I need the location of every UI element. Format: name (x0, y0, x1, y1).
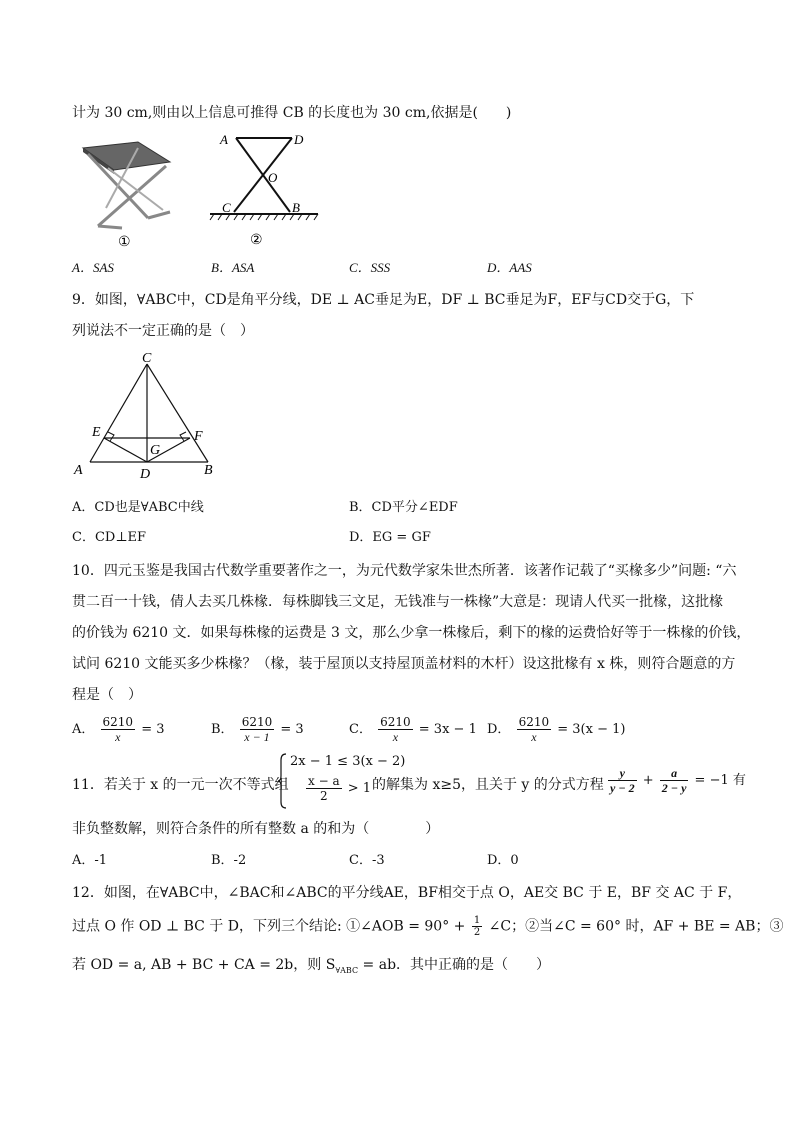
fig2-point-c: C (222, 200, 231, 215)
q12-area-subscript: ∀ABC (335, 965, 359, 975)
q10-option-d-den: x (531, 730, 537, 744)
q9-option-c[interactable]: C．CD⊥EF (72, 530, 147, 545)
folding-stool-figure (78, 138, 178, 248)
q11-frac-2-num: a (660, 766, 689, 781)
q10-option-b[interactable] (211, 715, 304, 744)
q10-option-a-rhs: = 3 (141, 722, 165, 737)
fig2-point-b: B (292, 200, 300, 215)
fig2-point-d: D (294, 132, 304, 147)
q12-line-2 (72, 915, 783, 938)
q10-option-c-den: x (392, 730, 399, 744)
q11-frac-1-num: y (608, 766, 637, 781)
q8-option-d[interactable]: D．AAS (487, 260, 532, 275)
q9-point-b: B (204, 463, 213, 478)
q11-prefix: 11．若关于 x 的一元一次不等式组 (72, 777, 289, 793)
q10-line-1: 10．四元玉鉴是我国古代数学重要著作之一，为元代数学家朱世杰所著．该著作记载了“买椽多少”问题: “六 (72, 563, 737, 579)
fig2-point-a: A (220, 132, 228, 147)
q10-option-b-prefix: B． (211, 722, 234, 737)
q9-point-f: F (194, 429, 203, 444)
q11-option-a[interactable]: A．-1 (72, 853, 108, 868)
q12-line-3-a: 若 OD = a, AB + BC + CA = 2b，则 S (72, 957, 336, 973)
q10-option-d-rhs: = 3(x − 1) (557, 722, 626, 737)
q11-brace (278, 752, 288, 810)
q10-option-b-num: 6210 (241, 715, 273, 729)
q9-option-b[interactable]: B．CD平分∠EDF (349, 500, 458, 515)
q10-option-a[interactable] (72, 715, 165, 744)
q9-point-c: C (142, 351, 152, 366)
q9-point-a: A (74, 463, 83, 478)
q10-line-4: 试问 6210 文能买多少株椽？（椽，装于屋顶以支持屋顶盖材料的木杆）设这批椽有 x 株，则符合题意的方 (72, 656, 736, 672)
q11-ineq-2-rhs: > 1 (347, 781, 372, 796)
q11-ineq-2-num: x − a (308, 774, 340, 788)
triangle-abc-figure (72, 350, 222, 482)
q10-option-d[interactable] (487, 715, 625, 744)
q11-ineq-2 (304, 774, 371, 803)
q11-ineq-1: 2x − 1 ≤ 3(x − 2) (290, 754, 406, 769)
q10-option-b-rhs: = 3 (280, 722, 304, 737)
fig1-label: ① (118, 235, 131, 248)
q10-option-a-prefix: A． (72, 722, 95, 737)
crossing-lines-figure (206, 128, 326, 250)
q9-option-d[interactable]: D．EG = GF (349, 530, 431, 545)
q11-option-b[interactable]: B．-2 (211, 853, 247, 868)
q11-middle: 的解集为 x≥5，且关于 y 的分式方程 (372, 777, 604, 793)
q10-line-5: 程是（ ） (72, 687, 142, 703)
q12-line-2-b: ∠C；②当∠C = 60° 时，AF + BE = AB；③ (488, 918, 784, 935)
q10-option-a-num: 6210 (102, 715, 134, 729)
q10-option-a-den: x (115, 730, 121, 744)
q8-stem: 计为 30 cm,则由以上信息可推得 CB 的长度也为 30 cm,依据是( ) (72, 105, 512, 121)
q10-line-2: 贯二百一十钱，倩人去买几株椽．每株脚钱三文足，无钱准与一株椽”大意是：现请人代买一批椽，这批椽 (72, 594, 724, 610)
q10-option-c-prefix: C． (349, 722, 372, 737)
q8-option-b[interactable]: B．ASA (211, 260, 255, 275)
fig2-point-o: O (268, 170, 278, 185)
q11-option-c[interactable]: C．-3 (349, 853, 385, 868)
q10-line-3: 的价钱为 6210 文．如果每株椽的运费是 3 文，那么少拿一株椽后，剩下的椽的运费恰好等于一株椽的价钱， (72, 625, 751, 641)
q9-line-2: 列说法不一定正确的是（ ） (72, 323, 254, 339)
q9-point-g: G (150, 443, 161, 458)
q10-option-c[interactable] (349, 715, 477, 744)
q12-line-3-b: = ab．其中正确的是（ ） (358, 957, 551, 973)
q12-line-1: 12．如图，在∀ABC中，∠BAC和∠ABC的平分线AE，BF相交于点 O，AE交 BC 于 E，BF 交 AC 于 F， (72, 885, 742, 901)
q12-line-2-a: 过点 O 作 OD ⊥ BC 于 D，下列三个结论: ①∠AOB = 90° + (72, 918, 466, 935)
q11-frac-2-den: 2 − y (661, 781, 687, 795)
q10-option-b-den: x − 1 (244, 730, 270, 744)
q8-option-a[interactable]: A．SAS (72, 260, 114, 275)
q9-point-d: D (140, 467, 151, 482)
q12-line-3 (72, 956, 550, 980)
q11-plus: + (642, 773, 654, 788)
q11-frac-1-den: y − 2 (610, 781, 635, 795)
q12-half-num: 1 (473, 915, 481, 926)
q10-option-d-num: 6210 (518, 715, 550, 729)
q11-option-d[interactable]: D．0 (487, 853, 519, 868)
q10-option-d-prefix: D． (487, 722, 511, 737)
q9-option-a[interactable]: A．CD也是∀ABC中线 (72, 500, 204, 515)
q12-half-den: 2 (473, 927, 481, 938)
q11-equation (606, 766, 746, 795)
q11-line-2: 非负整数解，则符合条件的所有整数 a 的和为（ ） (72, 821, 440, 837)
q10-option-c-rhs: = 3x − 1 (418, 722, 477, 737)
q10-option-c-num: 6210 (380, 715, 411, 729)
q11-eq-rhs: = −1 有 (694, 773, 746, 788)
q9-point-e: E (92, 425, 101, 440)
q9-line-1: 9．如图，∀ABC中，CD是角平分线，DE ⊥ AC垂足为E，DF ⊥ BC垂足为F，EF与CD交于G，下 (72, 292, 695, 308)
q8-option-c[interactable]: C．SSS (349, 260, 391, 275)
q11-ineq-2-den: 2 (319, 789, 328, 803)
fig2-label: ② (250, 233, 263, 248)
